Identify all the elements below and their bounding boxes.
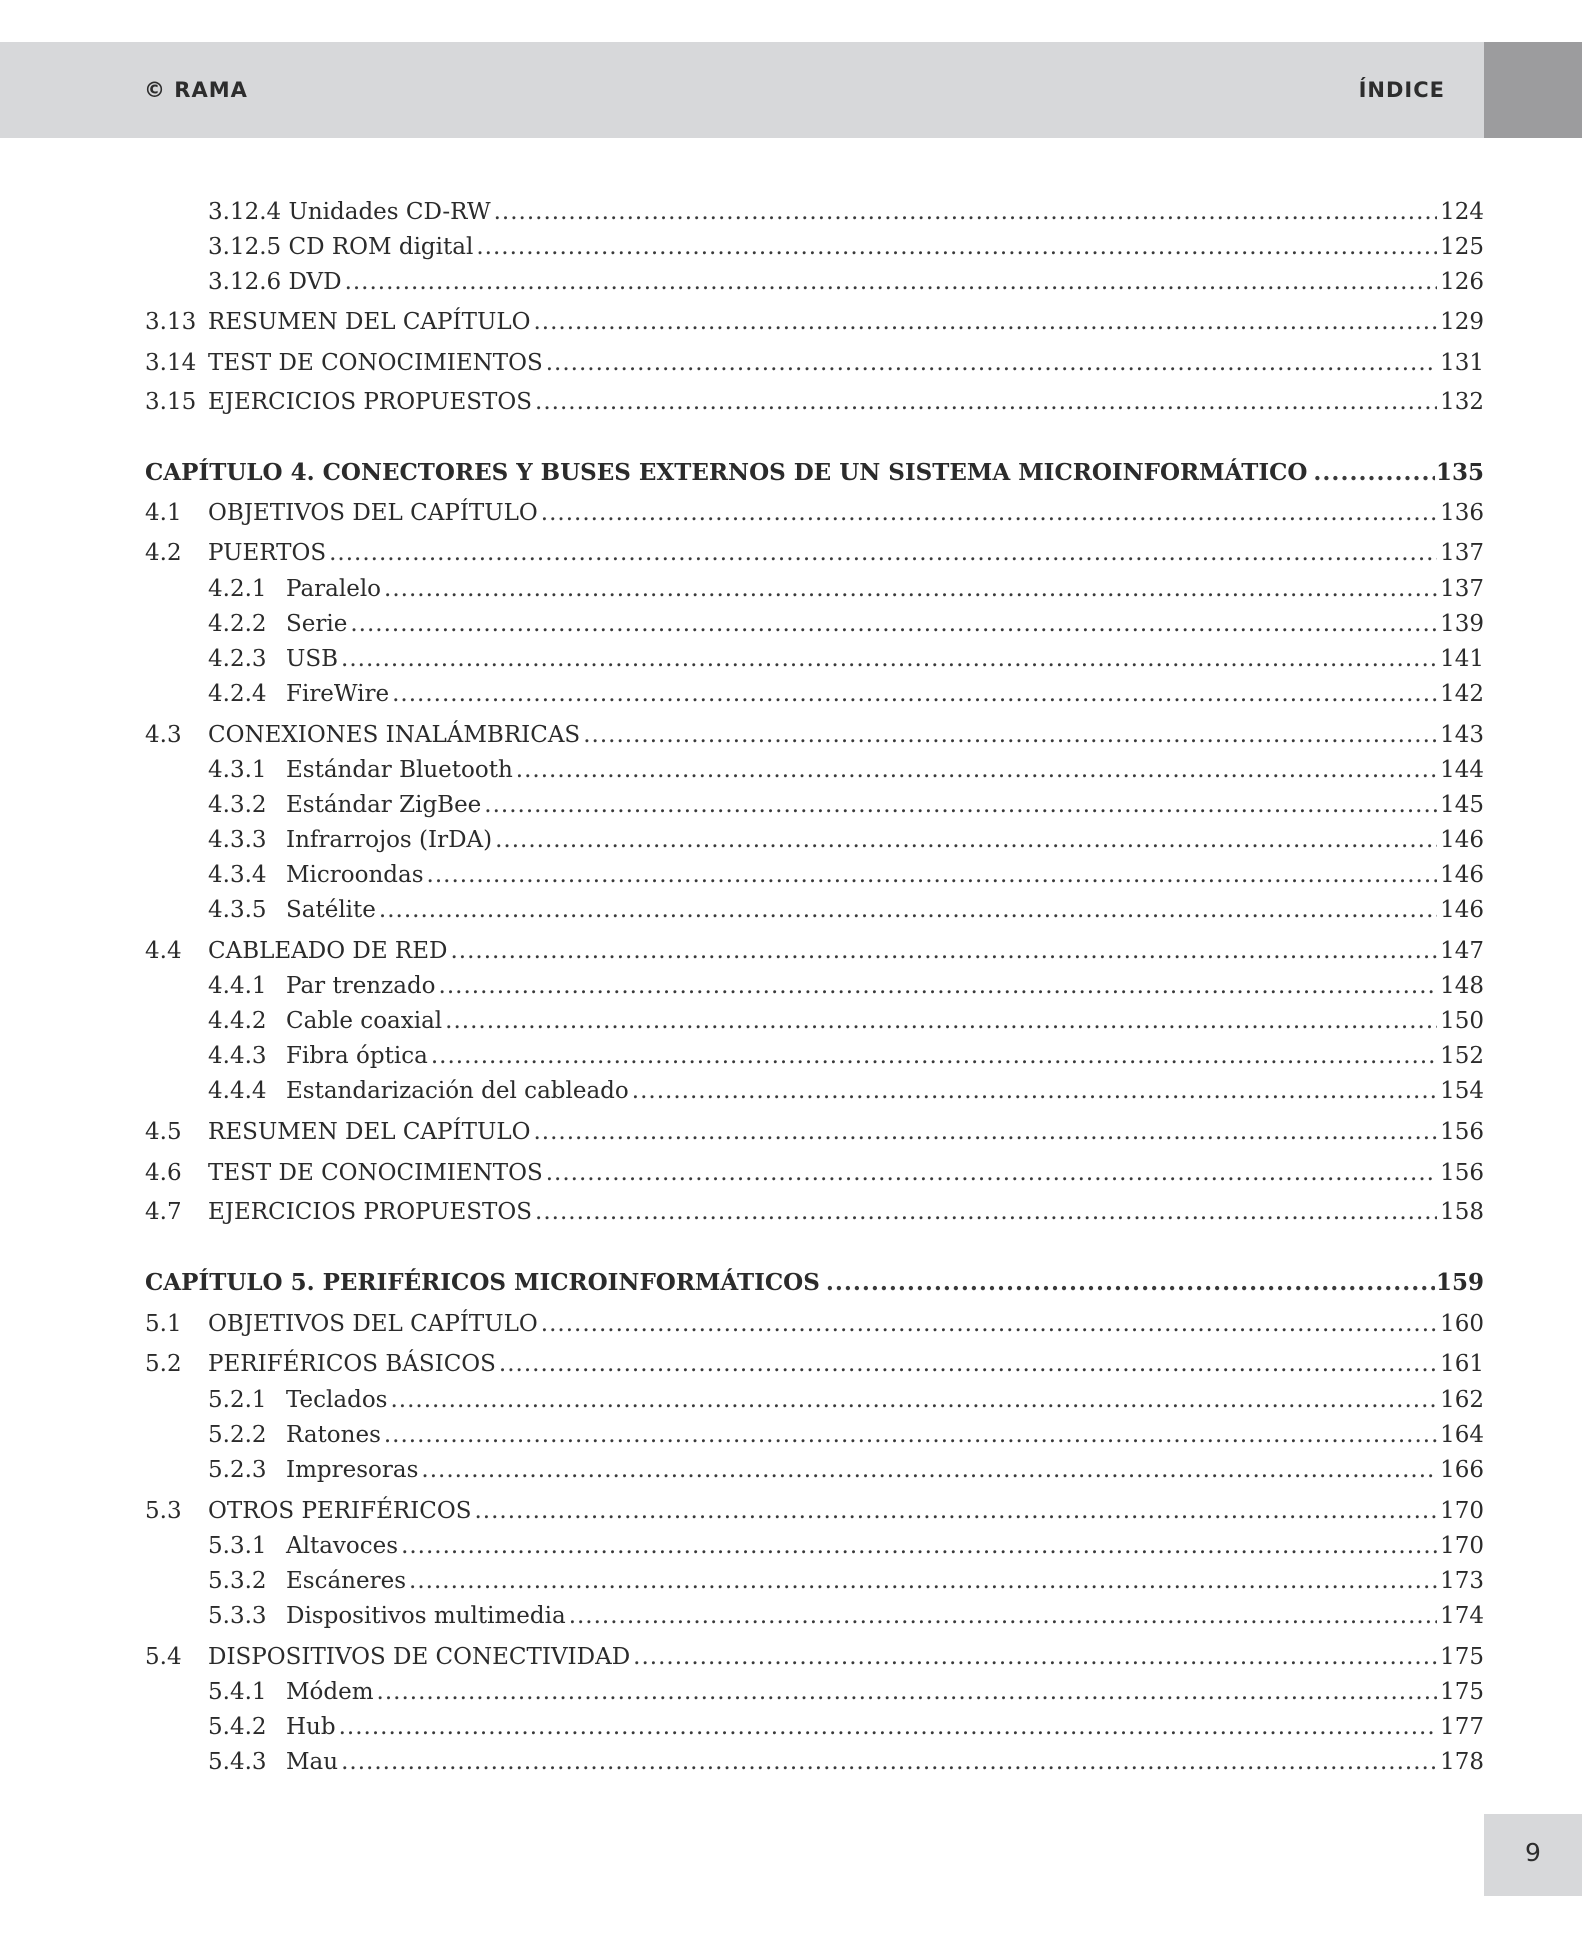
toc-entry-number: 4.2.4	[208, 681, 267, 707]
toc-entry[interactable]	[145, 1116, 1484, 1148]
toc-entry[interactable]	[208, 1565, 1484, 1597]
toc-entry-number: 5.2.2	[208, 1422, 267, 1448]
toc-entry-number: 5.4	[145, 1644, 182, 1670]
toc-entry-number: 3.15	[145, 389, 197, 415]
toc-entry[interactable]	[145, 386, 1484, 418]
toc-entry-title: OBJETIVOS DEL CAPÍTULO	[208, 1311, 538, 1337]
toc-entry-number: 4.7	[145, 1199, 182, 1225]
toc-entry-page: 178	[1440, 1749, 1484, 1775]
toc-entry[interactable]	[208, 678, 1484, 710]
toc-dot-leader	[546, 1157, 1437, 1189]
toc-entry[interactable]	[145, 1641, 1484, 1673]
toc-entry-number: 3.13	[145, 309, 197, 335]
toc-entry-number: 4.6	[145, 1160, 182, 1186]
toc-entry-number: 4.4	[145, 938, 182, 964]
toc-entry-number: 5.4.2	[208, 1714, 267, 1740]
toc-entry-number: 4.2.2	[208, 611, 267, 637]
toc-entry[interactable]	[145, 347, 1484, 379]
toc-entry-page: 156	[1440, 1119, 1484, 1145]
toc-entry-title: EJERCICIOS PROPUESTOS	[208, 389, 533, 415]
toc-entry-page: 126	[1440, 269, 1484, 295]
toc-entry[interactable]	[208, 196, 1484, 228]
toc-entry-page: 136	[1440, 500, 1484, 526]
toc-entry-number: 4.4.2	[208, 1008, 267, 1034]
toc-entry-page: 170	[1440, 1498, 1484, 1524]
toc-dot-leader	[431, 1040, 1437, 1072]
toc-dot-leader	[535, 1196, 1437, 1228]
toc-dot-leader	[632, 1075, 1437, 1107]
toc-entry-title: EJERCICIOS PROPUESTOS	[208, 1199, 533, 1225]
toc-dot-leader	[541, 497, 1437, 529]
toc-entry-page: 174	[1440, 1603, 1484, 1629]
toc-dot-leader	[339, 1711, 1438, 1743]
toc-entry-number: 4.2	[145, 540, 182, 566]
toc-entry-page: 161	[1440, 1351, 1484, 1377]
toc-entry-title: Estándar Bluetooth	[286, 757, 513, 783]
toc-entry[interactable]	[208, 1075, 1484, 1107]
toc-entry-title: 3.12.6 DVD	[208, 269, 342, 295]
toc-dot-leader	[350, 608, 1437, 640]
toc-dot-leader	[494, 196, 1438, 228]
toc-entry-number: 4.3.1	[208, 757, 267, 783]
toc-entry-number: 5.3.1	[208, 1533, 267, 1559]
toc-entry-page: 146	[1440, 862, 1484, 888]
toc-dot-leader	[377, 1676, 1438, 1708]
toc-entry-page: 137	[1440, 540, 1484, 566]
toc-entry-number: 5.4.3	[208, 1749, 267, 1775]
toc-entry-number: 5.3.2	[208, 1568, 267, 1594]
toc-entry-title: Dispositivos multimedia	[286, 1603, 566, 1629]
toc-entry-number: 4.3.5	[208, 897, 267, 923]
toc-entry-page: 144	[1440, 757, 1484, 783]
toc-entry-page: 137	[1440, 576, 1484, 602]
toc-entry[interactable]	[208, 573, 1484, 605]
toc-entry[interactable]	[208, 894, 1484, 926]
toc-dot-leader	[546, 347, 1437, 379]
toc-entry-number: 4.4.1	[208, 973, 267, 999]
toc-entry[interactable]	[208, 1676, 1484, 1708]
toc-entry-title: Infrarrojos (IrDA)	[286, 827, 493, 853]
toc-entry[interactable]	[208, 231, 1484, 263]
toc-entry-title: CAPÍTULO 5. PERIFÉRICOS MICROINFORMÁTICOS	[145, 1269, 820, 1296]
toc-entry-title: CABLEADO DE RED	[208, 938, 448, 964]
toc-entry-page: 152	[1440, 1043, 1484, 1069]
header-publisher: © RAMA	[144, 78, 248, 102]
toc-entry[interactable]	[208, 1746, 1484, 1778]
toc-entry-title: Fibra óptica	[286, 1043, 428, 1069]
toc-entry[interactable]	[208, 1040, 1484, 1072]
toc-dot-leader	[533, 306, 1437, 338]
toc-dot-leader	[439, 970, 1438, 1002]
toc-entry[interactable]	[208, 1530, 1484, 1562]
toc-entry-number: 5.4.1	[208, 1679, 267, 1705]
toc-entry-title: Microondas	[286, 862, 424, 888]
toc-entry-page: 131	[1440, 350, 1484, 376]
toc-dot-leader	[495, 824, 1437, 856]
toc-entry-number: 4.2.3	[208, 646, 267, 672]
toc-entry[interactable]	[208, 643, 1484, 675]
toc-dot-leader	[445, 1005, 1437, 1037]
header-tab	[1484, 42, 1582, 138]
toc-dot-leader	[474, 1495, 1437, 1527]
toc-entry-page: 145	[1440, 792, 1484, 818]
toc-dot-leader	[329, 537, 1437, 569]
toc-entry-title: RESUMEN DEL CAPÍTULO	[208, 309, 531, 335]
toc-entry-title: Mau	[286, 1749, 339, 1775]
toc-entry[interactable]	[208, 824, 1484, 856]
toc-dot-leader	[450, 935, 1437, 967]
toc-entry-title: Satélite	[286, 897, 376, 923]
toc-entry[interactable]	[208, 608, 1484, 640]
toc-entry-title: TEST DE CONOCIMIENTOS	[208, 350, 543, 376]
toc-entry-number: 4.3.2	[208, 792, 267, 818]
toc-entry[interactable]	[145, 1308, 1484, 1340]
toc-dot-leader	[341, 643, 1437, 675]
toc-entry-page: 147	[1440, 938, 1484, 964]
toc-entry-page: 146	[1440, 827, 1484, 853]
toc-dot-leader	[583, 719, 1437, 751]
toc-entry-page: 175	[1440, 1679, 1484, 1705]
toc-entry-page: 129	[1440, 309, 1484, 335]
toc-entry-title: Altavoces	[286, 1533, 399, 1559]
toc-dot-leader	[392, 678, 1437, 710]
toc-entry-page: 160	[1440, 1311, 1484, 1337]
toc-entry[interactable]	[145, 719, 1484, 751]
toc-entry-number: 4.3.4	[208, 862, 267, 888]
toc-entry-page: 166	[1440, 1457, 1484, 1483]
toc-entry-title: Serie	[286, 611, 348, 637]
toc-dot-leader	[499, 1348, 1437, 1380]
toc-entry-title: RESUMEN DEL CAPÍTULO	[208, 1119, 531, 1145]
toc-entry-title: Estándar ZigBee	[286, 792, 482, 818]
toc-dot-leader	[484, 789, 1437, 821]
toc-entry[interactable]	[208, 859, 1484, 891]
toc-dot-leader	[391, 1384, 1438, 1416]
toc-entry-page: 142	[1440, 681, 1484, 707]
toc-entry-number: 4.5	[145, 1119, 182, 1145]
toc-entry-number: 5.2.1	[208, 1387, 267, 1413]
toc-dot-leader	[541, 1308, 1437, 1340]
toc-entry-title: CAPÍTULO 4. CONECTORES Y BUSES EXTERNOS DE UN SISTEMA MICROINFORMÁTICO	[145, 459, 1308, 486]
toc-entry[interactable]	[208, 1600, 1484, 1632]
toc-dot-leader	[341, 1746, 1437, 1778]
toc-entry-number: 4.1	[145, 500, 182, 526]
toc-entry[interactable]	[208, 754, 1484, 786]
toc-entry-title: Cable coaxial	[286, 1008, 443, 1034]
toc-entry-title: Ratones	[286, 1422, 381, 1448]
toc-entry-title: OTROS PERIFÉRICOS	[208, 1498, 472, 1524]
toc-entry[interactable]	[208, 789, 1484, 821]
toc-entry-page: 148	[1440, 973, 1484, 999]
toc-entry[interactable]	[208, 266, 1484, 298]
toc-entry-page: 124	[1440, 199, 1484, 225]
toc-dot-leader	[1313, 457, 1435, 489]
toc-entry[interactable]	[145, 935, 1484, 967]
toc-entry-page: 125	[1440, 234, 1484, 260]
toc-entry-title: Hub	[286, 1714, 336, 1740]
toc-dot-leader	[379, 894, 1437, 926]
toc-entry[interactable]	[145, 1348, 1484, 1380]
toc-entry-title: USB	[286, 646, 339, 672]
toc-entry-title: Escáneres	[286, 1568, 407, 1594]
toc-dot-leader	[533, 1116, 1437, 1148]
toc-entry[interactable]	[145, 1157, 1484, 1189]
toc-dot-leader	[535, 386, 1437, 418]
toc-entry[interactable]	[208, 1419, 1484, 1451]
toc-entry-page: 154	[1440, 1078, 1484, 1104]
toc-entry[interactable]	[145, 1495, 1484, 1527]
toc-dot-leader	[384, 1419, 1437, 1451]
toc-entry-title: DISPOSITIVOS DE CONECTIVIDAD	[208, 1644, 631, 1670]
toc-entry-page: 143	[1440, 722, 1484, 748]
toc-entry-number: 5.3	[145, 1498, 182, 1524]
toc-entry-title: Estandarización del cableado	[286, 1078, 629, 1104]
toc-entry-page: 156	[1440, 1160, 1484, 1186]
toc-entry-page: 175	[1440, 1644, 1484, 1670]
toc-dot-leader	[633, 1641, 1437, 1673]
toc-entry[interactable]	[145, 497, 1484, 529]
toc-dot-leader	[569, 1600, 1437, 1632]
toc-dot-leader	[427, 859, 1438, 891]
toc-entry-title: Teclados	[286, 1387, 388, 1413]
toc-entry[interactable]	[145, 306, 1484, 338]
toc-dot-leader	[401, 1530, 1437, 1562]
toc-entry-number: 4.3.3	[208, 827, 267, 853]
toc-entry-title: FireWire	[286, 681, 390, 707]
toc-entry-page: 146	[1440, 897, 1484, 923]
toc-entry-title: Paralelo	[286, 576, 382, 602]
toc-entry-title: CONEXIONES INALÁMBRICAS	[208, 722, 581, 748]
toc-entry-page: 135	[1435, 459, 1484, 486]
toc-entry-number: 5.1	[145, 1311, 182, 1337]
toc-dot-leader	[826, 1267, 1435, 1299]
toc-entry[interactable]	[208, 970, 1484, 1002]
toc-chapter-entry[interactable]	[145, 1267, 1484, 1299]
toc-dot-leader	[409, 1565, 1437, 1597]
toc-entry-title: TEST DE CONOCIMIENTOS	[208, 1160, 543, 1186]
toc-entry-page: 139	[1440, 611, 1484, 637]
toc-entry-page: 173	[1440, 1568, 1484, 1594]
toc-dot-leader	[516, 754, 1437, 786]
toc-entry-page: 159	[1435, 1269, 1484, 1296]
toc-entry-title: Módem	[286, 1679, 374, 1705]
toc-entry-page: 150	[1440, 1008, 1484, 1034]
toc-entry-title: Par trenzado	[286, 973, 436, 999]
header-section-title: ÍNDICE	[1358, 78, 1445, 102]
toc-entry-page: 141	[1440, 646, 1484, 672]
toc-entry[interactable]	[208, 1005, 1484, 1037]
toc-entry-number: 4.4.3	[208, 1043, 267, 1069]
toc-entry-title: OBJETIVOS DEL CAPÍTULO	[208, 500, 538, 526]
toc-entry-number: 3.14	[145, 350, 197, 376]
toc-entry-title: 3.12.4 Unidades CD-RW	[208, 199, 491, 225]
toc-entry-page: 158	[1440, 1199, 1484, 1225]
toc-dot-leader	[476, 231, 1437, 263]
toc-entry-page: 170	[1440, 1533, 1484, 1559]
toc-entry-title: PERIFÉRICOS BÁSICOS	[208, 1351, 496, 1377]
toc-dot-leader	[345, 266, 1438, 298]
toc-entry-number: 5.2	[145, 1351, 182, 1377]
toc-dot-leader	[421, 1454, 1437, 1486]
toc-entry[interactable]	[208, 1711, 1484, 1743]
toc-entry-number: 4.3	[145, 722, 182, 748]
page-number: 9	[1525, 1838, 1541, 1867]
toc-chapter-entry[interactable]	[145, 457, 1484, 489]
toc-entry-number: 5.3.3	[208, 1603, 267, 1629]
toc-entry-title: 3.12.5 CD ROM digital	[208, 234, 474, 260]
toc-entry-title: Impresoras	[286, 1457, 419, 1483]
toc-entry-number: 4.2.1	[208, 576, 267, 602]
toc-entry-page: 132	[1440, 389, 1484, 415]
toc-entry-number: 5.2.3	[208, 1457, 267, 1483]
toc-entry-number: 4.4.4	[208, 1078, 267, 1104]
toc-entry[interactable]	[145, 537, 1484, 569]
toc-dot-leader	[384, 573, 1437, 605]
toc-entry-page: 162	[1440, 1387, 1484, 1413]
toc-entry-page: 177	[1440, 1714, 1484, 1740]
toc-entry-page: 164	[1440, 1422, 1484, 1448]
toc-entry-title: PUERTOS	[208, 540, 327, 566]
toc-entry[interactable]	[208, 1384, 1484, 1416]
toc-entry[interactable]	[208, 1454, 1484, 1486]
toc-entry[interactable]	[145, 1196, 1484, 1228]
